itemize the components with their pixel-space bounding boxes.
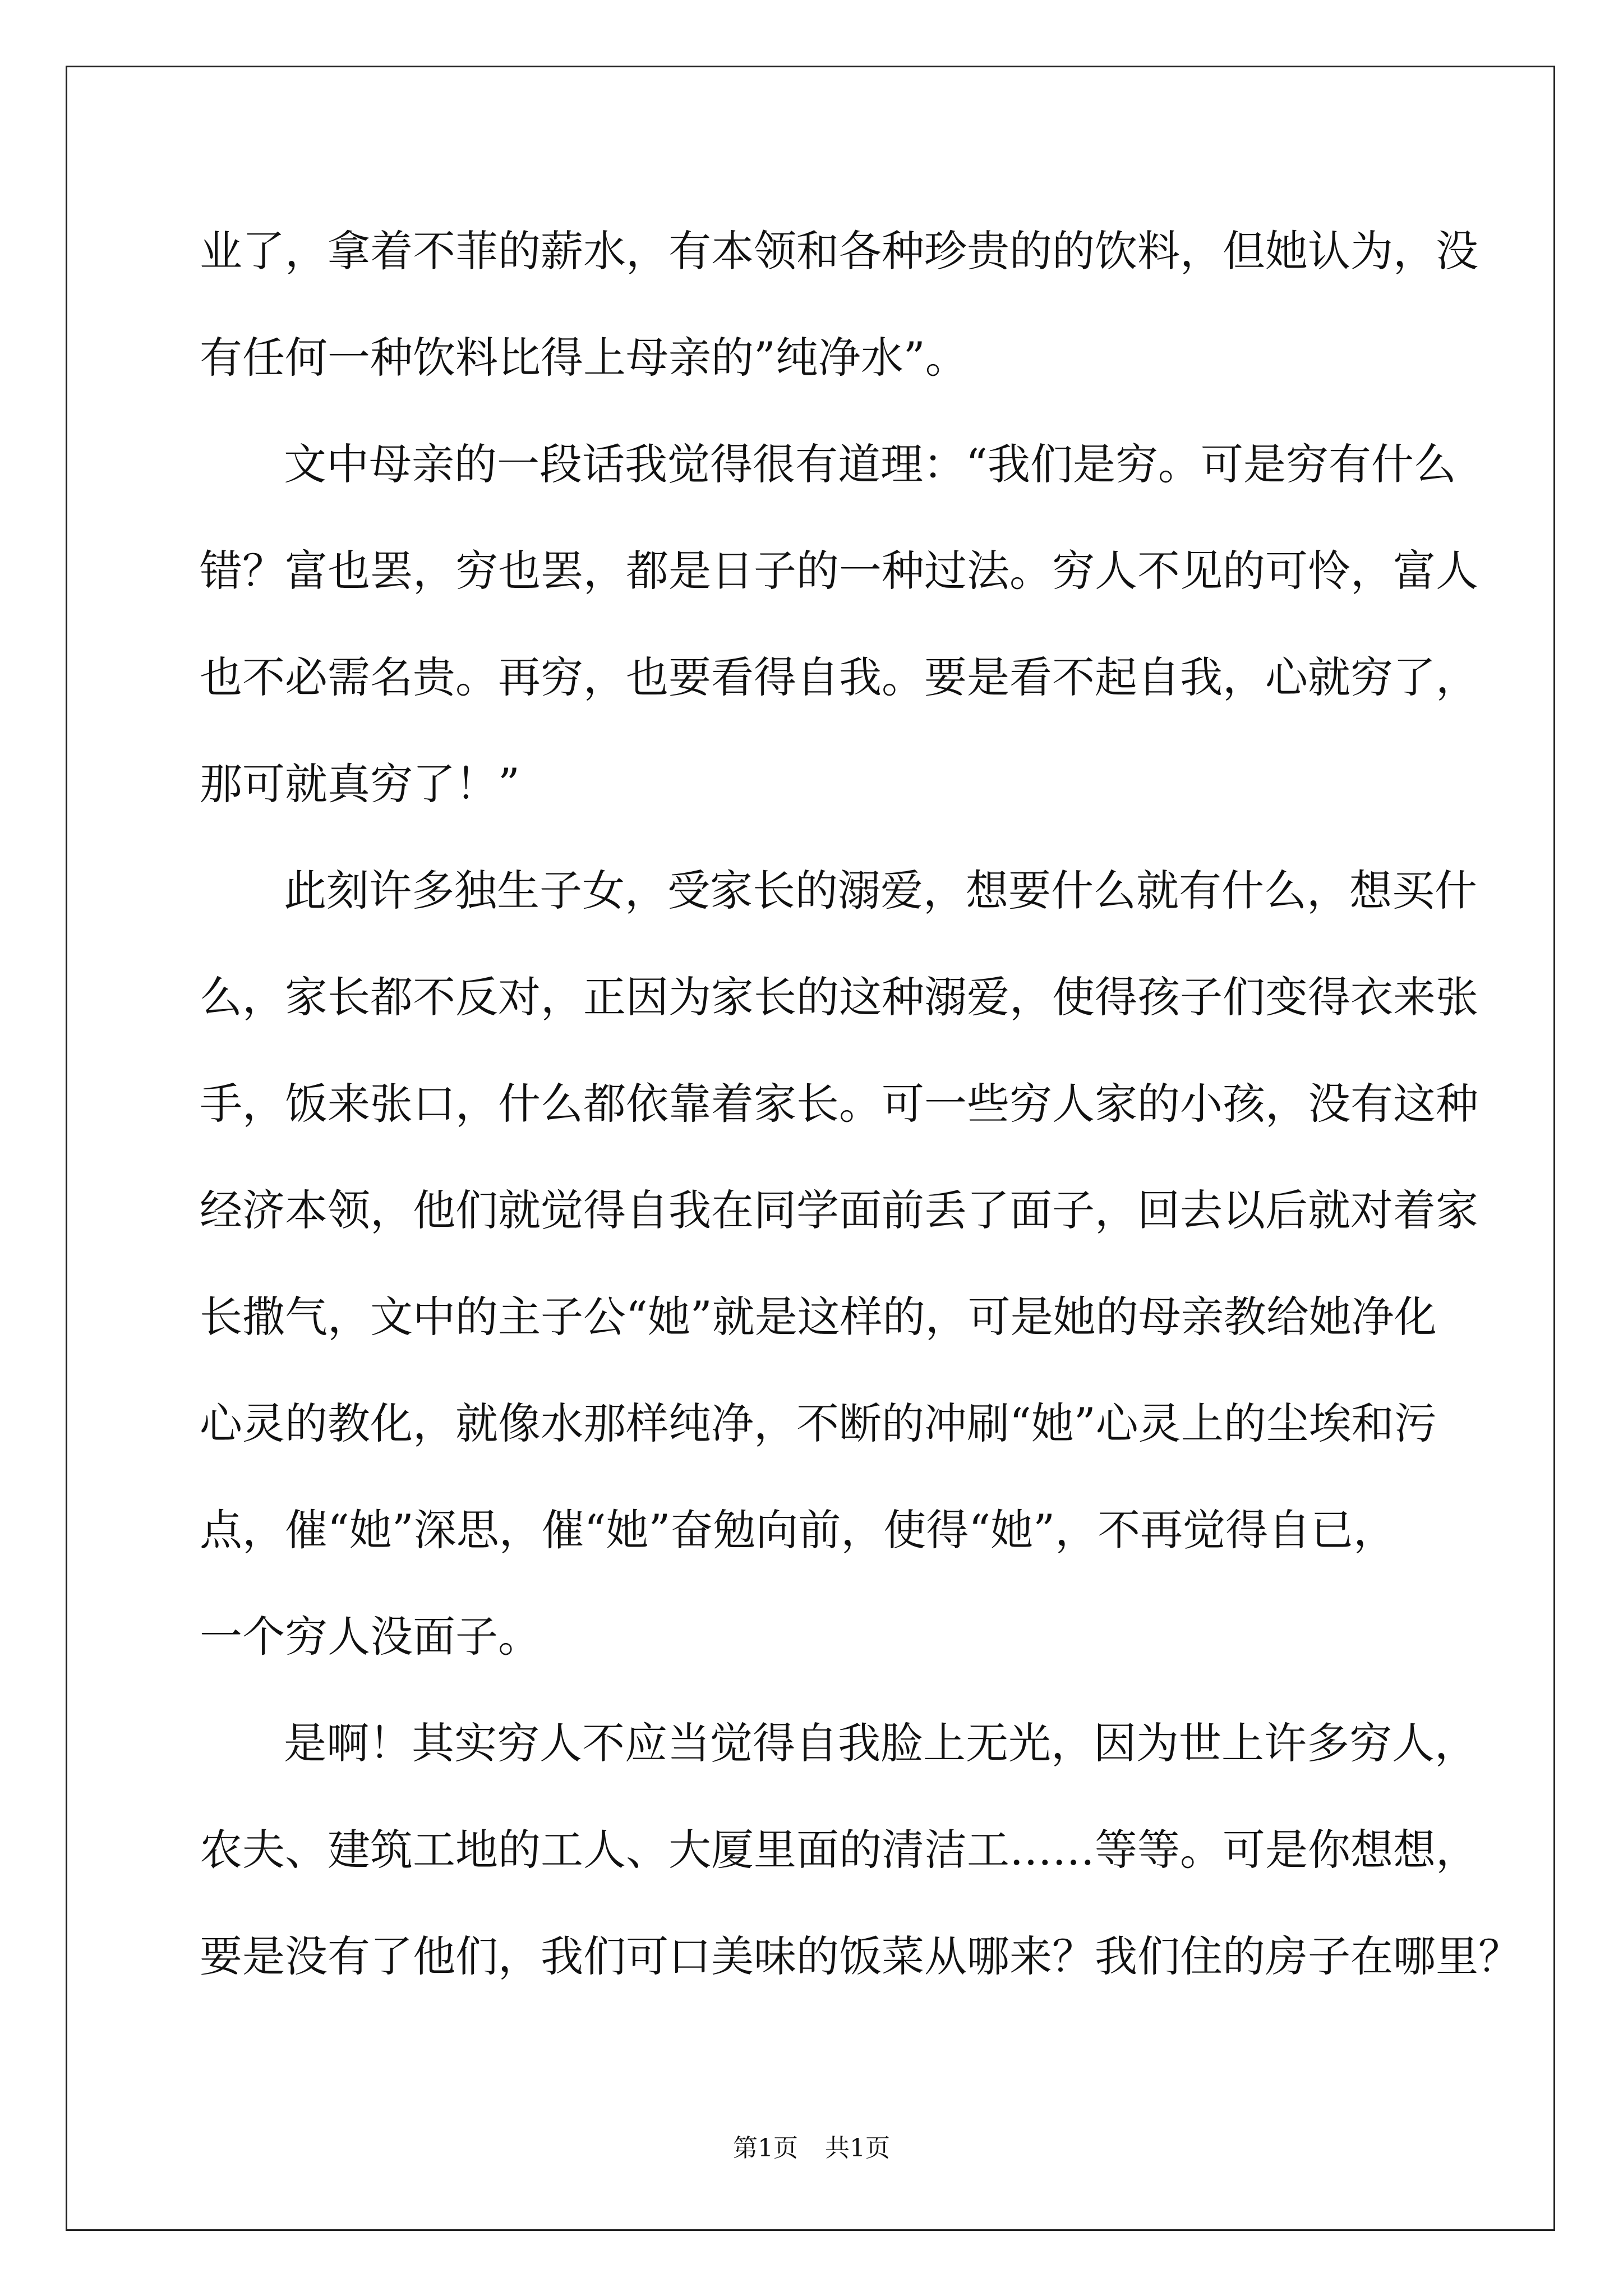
document-body (200, 208, 1521, 2019)
page-total: 共1页 (825, 2134, 890, 2162)
paragraph-start-line: 文中母亲的一段话我觉得很有道理：“我们是穷。可是穷有什么 (284, 439, 1456, 489)
text-line: 也不必需名贵。再穷，也要看得自我。要是看不起自我，心就穷了， (200, 652, 1478, 702)
text-line: 农夫、建筑工地的工人、大厦里面的清洁工……等等。可是你想想， (200, 1825, 1478, 1875)
text-line: 错？富也罢，穷也罢，都是日子的一种过法。穷人不见的可怜，富人 (200, 546, 1478, 596)
text-line: 那可就真穷了！” (200, 759, 520, 809)
text-line: 手，饭来张口，什么都依靠着家长。可一些穷人家的小孩，没有这种 (200, 1079, 1478, 1129)
text-line: 有任何一种饮料比得上母亲的”纯净水”。 (200, 333, 968, 383)
text-line: 经济本领，他们就觉得自我在同学面前丢了面子，回去以后就对着家 (200, 1185, 1478, 1235)
text-line: 一个穷人没面子。 (200, 1612, 541, 1662)
text-line: 点，催“她”深思，催“她”奋勉向前，使得“她”，不再觉得自已， (200, 1505, 1396, 1555)
paragraph-start-line: 是啊！其实穷人不应当觉得自我脸上无光，因为世上许多穷人， (284, 1718, 1477, 1768)
paragraph-start-line: 此刻许多独生子女，受家长的溺爱，想要什么就有什么，想买什 (284, 866, 1477, 915)
text-line: 么，家长都不反对，正因为家长的这种溺爱，使得孩子们变得衣来张 (200, 972, 1478, 1022)
page-number: 第1页 (733, 2134, 798, 2162)
text-line: 长撒气，文中的主子公“她”就是这样的，可是她的母亲教给她净化 (200, 1292, 1437, 1342)
text-line: 业了，拿着不菲的薪水，有本领和各种珍贵的的饮料，但她认为，没 (200, 226, 1478, 276)
text-line: 心灵的教化，就像水那样纯净，不断的冲刷“她”心灵上的尘埃和污 (200, 1398, 1437, 1448)
page-footer (0, 2132, 1623, 2165)
text-line: 要是没有了他们，我们可口美味的饭菜从哪来？我们住的房子在哪里？ (200, 1931, 1521, 1981)
